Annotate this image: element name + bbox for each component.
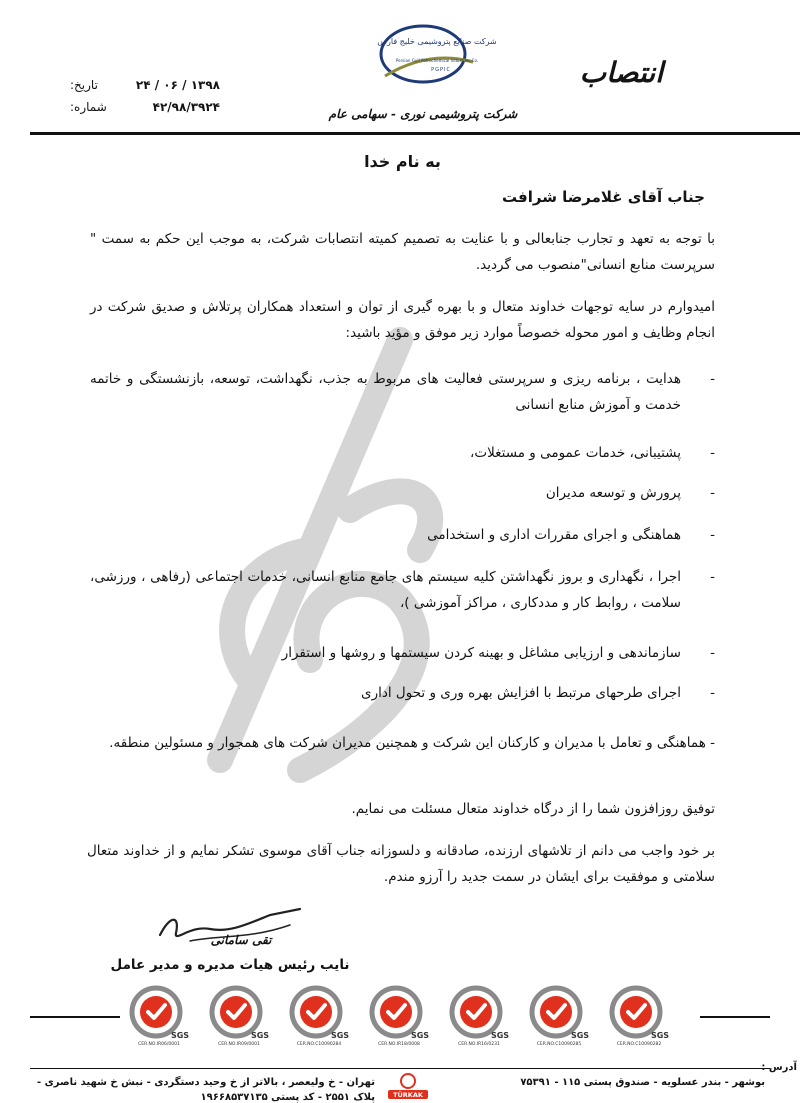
certificate-number: CER.NO.IR09/0001	[218, 1042, 260, 1047]
paragraph-thanks: بر خود واجب می دانم از تلاشهای ارزنده، صادقانه و دلسوزانه جناب آقای موسوی تشکر نمایم و از خداوند متعال سلامتی و موفقیت برای ایشان در سمت جدید را آرزو مندم.	[87, 843, 715, 885]
list-item: - اجرای طرحهای مرتبط با افزایش بهره وری و تحول اداری	[361, 685, 715, 701]
signatory-name: تقی سامانی	[210, 933, 272, 947]
svg-text:Persian Gulf Petrochemical Ind: Persian Gulf Petrochemical Industries Co.	[395, 58, 479, 63]
basmala: به نام خدا	[364, 152, 441, 171]
certification-badge	[528, 984, 590, 1054]
list-item: - هماهنگی و اجرای مقررات اداری و استخدامی	[427, 527, 715, 543]
paragraph-closing: توفیق روزافزون شما را از درگاه خداوند متعال مسئلت می نمایم.	[351, 801, 715, 817]
sgs-label: SGS	[490, 1031, 510, 1040]
list-item: - پرورش و توسعه مدیران	[545, 485, 715, 501]
footer-divider-left	[30, 1016, 120, 1018]
header-divider	[30, 132, 800, 135]
date-row	[70, 74, 220, 96]
signatory-title: نایب رئیس هیات مدیره و مدیر عامل	[110, 957, 350, 973]
svg-text:TÜRKAK: TÜRKAK	[393, 1091, 423, 1099]
paragraph-coordination	[87, 730, 715, 756]
address-tehran-2: پلاک ۲۵۵۱ - کد پستی ۱۹۶۶۸۵۳۷۱۳۵	[200, 1092, 375, 1103]
number-row	[70, 96, 220, 118]
certificate-number: CER.NO.C10090282	[616, 1042, 662, 1047]
svg-text:PGPIC: PGPIC	[431, 67, 451, 73]
certificate-number: CER.NO.IR18/0008	[378, 1042, 420, 1047]
certification-badge	[608, 984, 670, 1054]
address-label: آدرس :	[761, 1062, 797, 1073]
sgs-label: SGS	[330, 1031, 350, 1040]
svg-text:شرکت پتروشیمی نوری - سهامی عام: شرکت پتروشیمی نوری - سهامی عام	[328, 107, 518, 121]
certification-logos	[128, 984, 688, 1054]
footer-divider-right	[700, 1016, 770, 1018]
certification-badge	[288, 984, 350, 1054]
paragraph-appointment: با توجه به تعهد و تجارب جنابعالی و با عنایت به تصمیم کمیته انتصابات شرکت، به موجب این حکم به سمت " سرپرست منابع انسانی"منصوب می گردید.	[90, 231, 715, 273]
certificate-number: CER.NO.C10090284	[296, 1042, 342, 1047]
list-item: - پشتیبانی، خدمات عمومی و مستغلات،	[470, 445, 715, 461]
addressee: جناب آقای غلامرضا شرافت	[502, 188, 705, 206]
sgs-label: SGS	[170, 1031, 190, 1040]
certification-badge	[368, 984, 430, 1054]
certificate-number: CER.NO.C10090285	[536, 1042, 582, 1047]
address-site: بوشهر - بندر عسلویه - صندوق پستی ۱۱۵ - ۷۵۳۹۱	[520, 1077, 765, 1088]
list-item: - اجرا ، نگهداری و بروز نگهداشتن کلیه سیستم های جامع منابع انسانی، خدمات اجتماعی (رفاهی ، ورزشی، سلامت ، روابط کار و مددکاری ، مراکز آموزشی )،	[90, 569, 715, 611]
paragraph-coordination-text: هماهنگی و تعامل با مدیران و کارکنان این شرکت و همچنین مدیران شرکت های همجوار و مسئولین منطقه.	[109, 735, 706, 751]
svg-text:انتصاب: انتصاب	[579, 56, 663, 89]
certificate-number: CER.NO.IR06/0001	[138, 1042, 180, 1047]
dash: -	[705, 735, 715, 751]
sgs-label: SGS	[410, 1031, 430, 1040]
letter-meta	[70, 74, 220, 118]
svg-text:شرکت صنایع پتروشیمی خلیج فارس: شرکت صنایع پتروشیمی خلیج فارس	[377, 37, 497, 46]
paragraph-wishes: امیدوارم در سایه توجهات خداوند متعال و با بهره گیری از توان و استعداد همکاران پرتلاش و صدیق شرکت در انجام وظایف و امور محوله خصوصاً موارد زیر موفق و مؤید باشید:	[90, 299, 715, 341]
number-value: ۴۲/۹۸/۳۹۲۴	[152, 100, 220, 114]
list-item: - سازماندهی و ارزیابی مشاغل و بهینه کردن سیستمها و روشها و استقرار	[281, 645, 715, 661]
certification-badge	[128, 984, 190, 1054]
certification-badge	[208, 984, 270, 1054]
company-logo	[328, 14, 518, 134]
list-item: - هدایت ، برنامه ریزی و سرپرستی فعالیت های مربوط به جذب، نگهداشت، توسعه، بازنشستگی و خاتمه خدمت و آموزش منابع انسانی	[90, 371, 715, 413]
footer-rule	[30, 1068, 770, 1069]
certificate-number: CER.NO.IR16/0231	[458, 1042, 500, 1047]
handwritten-signature	[150, 905, 310, 955]
turkak-logo	[386, 1072, 430, 1100]
address-tehran: تهران - خ ولیعصر ، بالاتر از خ وحید دستگردی - نبش خ شهید ناصری -	[36, 1077, 375, 1088]
document-title	[555, 48, 665, 98]
number-label: شماره:	[70, 100, 107, 114]
certification-badge	[448, 984, 510, 1054]
sgs-label: SGS	[570, 1031, 590, 1040]
sgs-label: SGS	[650, 1031, 670, 1040]
date-value: ۱۳۹۸ / ۰۶ / ۲۴	[135, 78, 220, 92]
sgs-label: SGS	[250, 1031, 270, 1040]
date-label: تاریخ:	[70, 78, 98, 92]
